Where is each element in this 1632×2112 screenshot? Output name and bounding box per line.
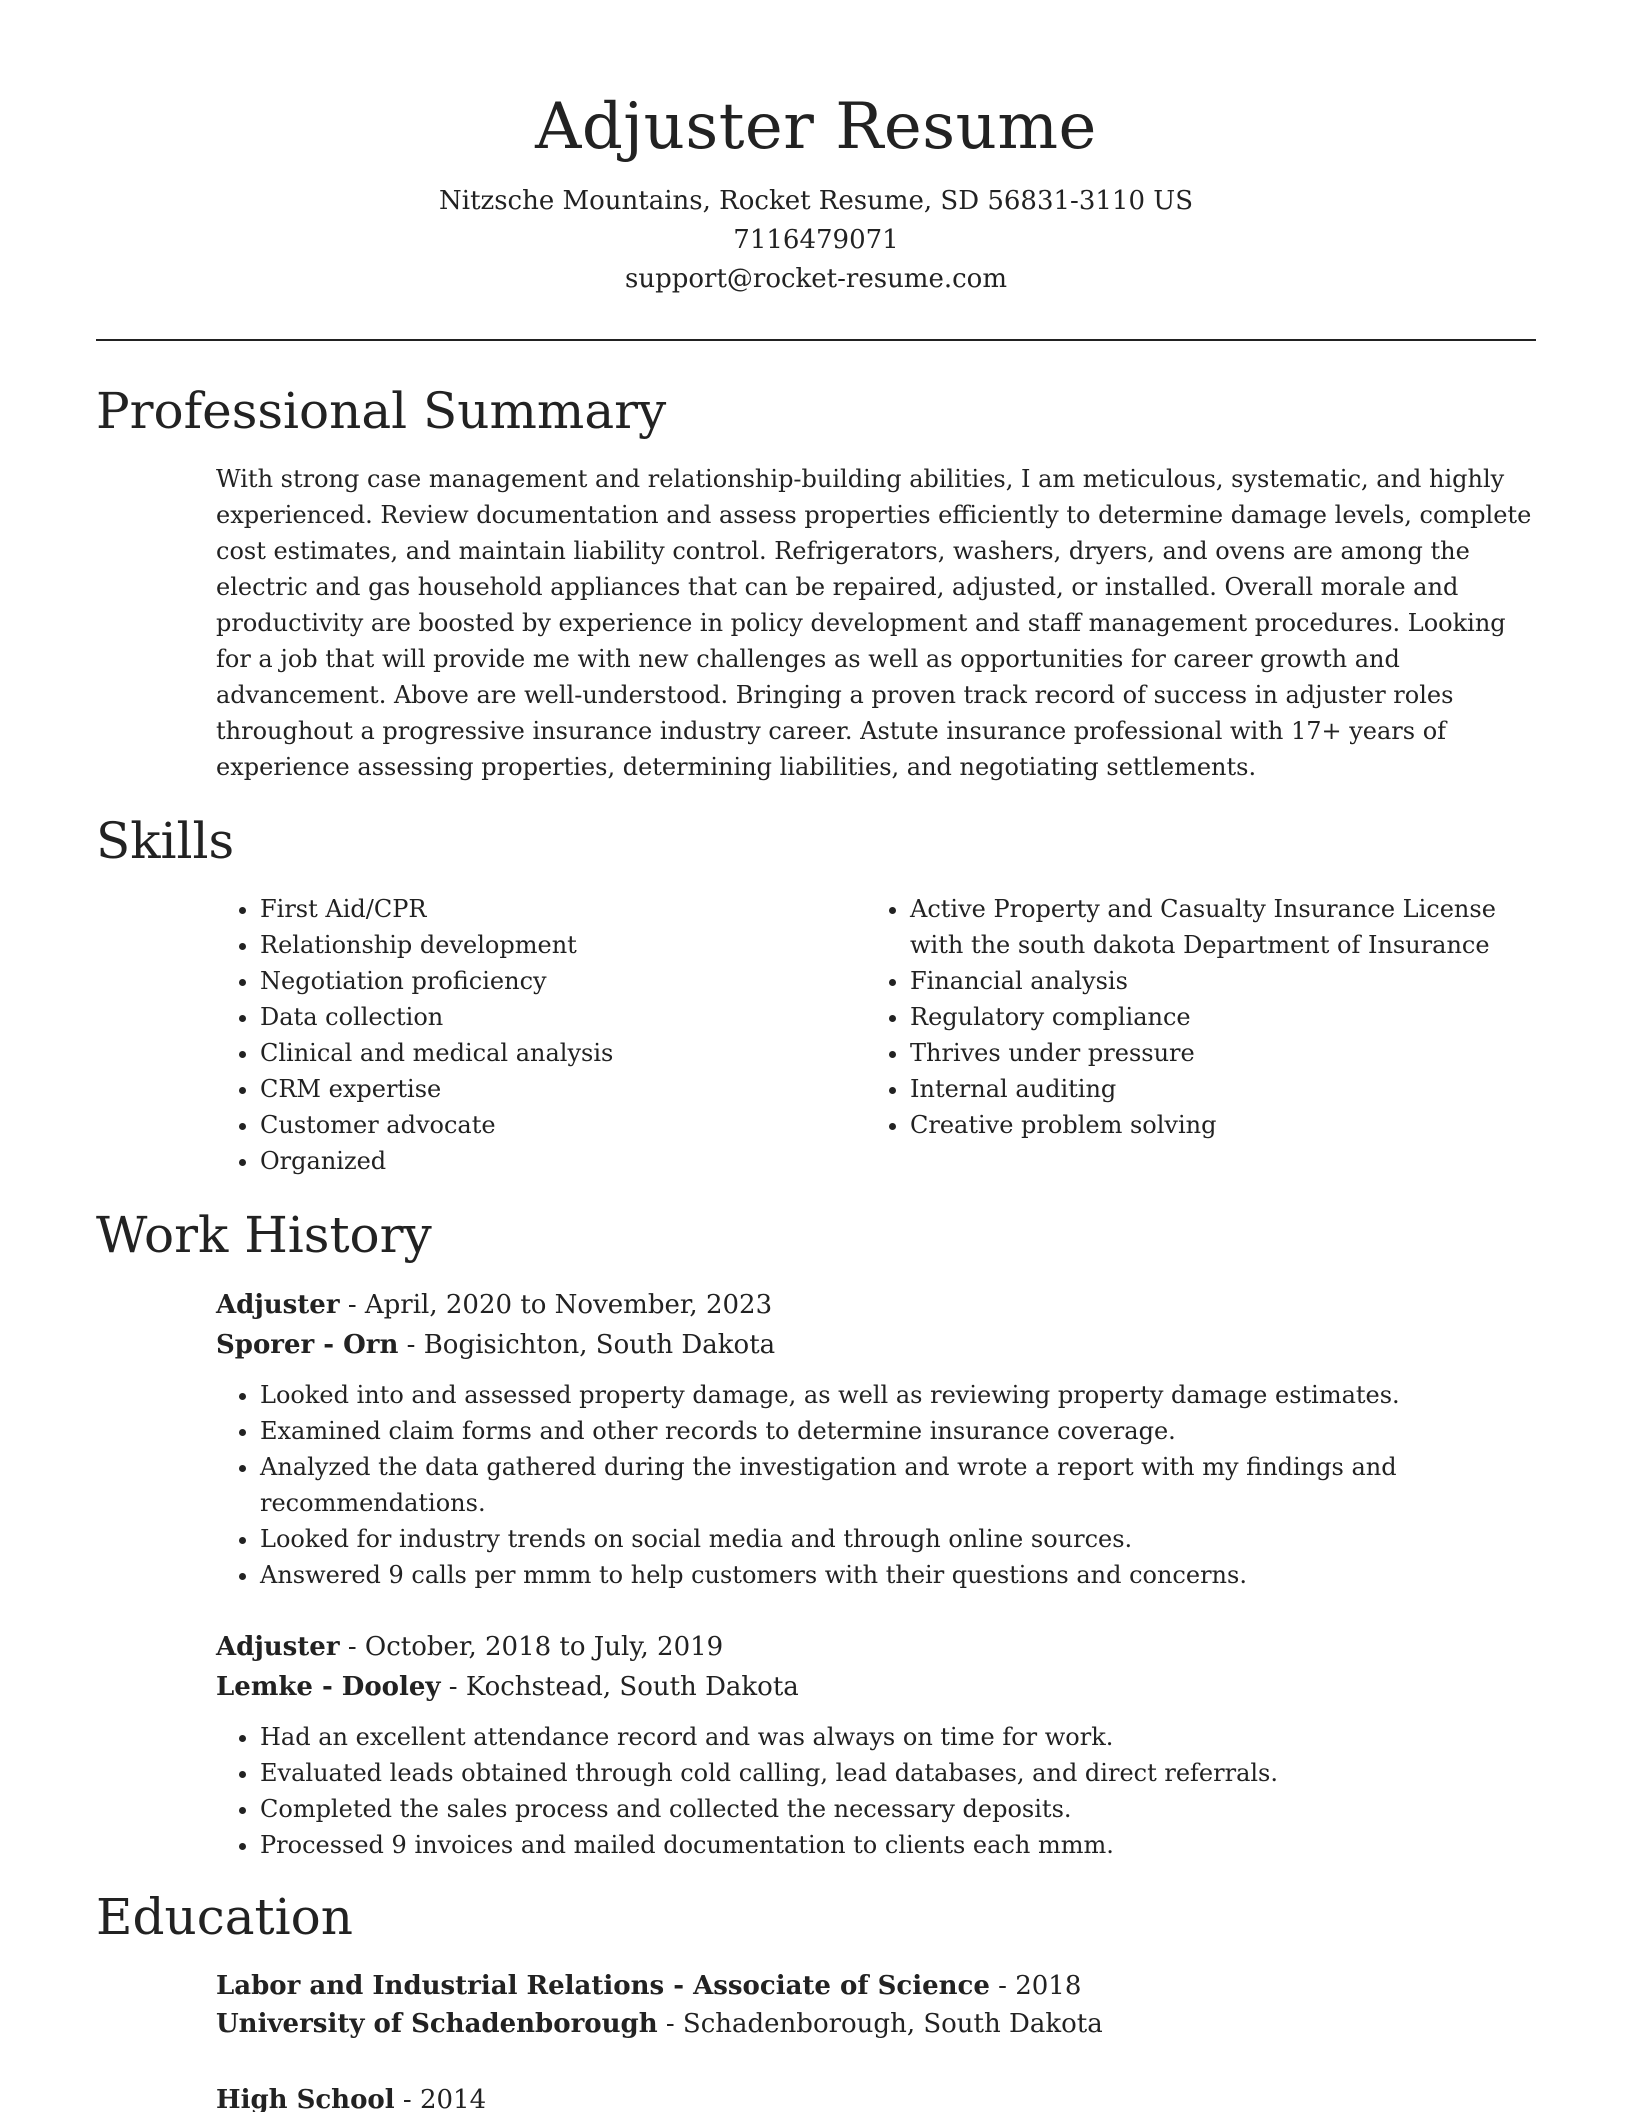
education-field: High School bbox=[216, 2085, 395, 2112]
skills-list bbox=[216, 891, 1536, 1179]
job-location: - Kochstead, South Dakota bbox=[440, 1672, 799, 1702]
job-title-line bbox=[216, 1285, 1536, 1325]
education-location: - Schadenborough, South Dakota bbox=[657, 2009, 1103, 2039]
job-bullet: • Processed 9 invoices and mailed documentation to clients each mmm. bbox=[260, 1827, 1536, 1863]
email: support@rocket-resume.com bbox=[624, 264, 1007, 294]
header-divider bbox=[96, 339, 1536, 341]
job-location: - Bogisichton, South Dakota bbox=[398, 1330, 776, 1360]
job-title-line bbox=[216, 1627, 1536, 1667]
job-bullet: • Completed the sales process and collected the necessary deposits. bbox=[260, 1791, 1536, 1827]
skill-item: • Relationship development bbox=[260, 927, 866, 963]
skill-item: • Active Property and Casualty Insurance License with the south dakota Department of Insurance bbox=[910, 891, 1536, 963]
skill-item: • Financial analysis bbox=[910, 963, 1536, 999]
summary-text: With strong case management and relationship-building abilities, I am meticulous, systematic, and highly experienced. Review documentation and assess properties efficiently to determine damage levels, complete cost estimates, and maintain liability control. Refrigerators, washers, dryers, and ovens are among the electric and gas household appliances that can be repaired, adjusted, or installed. Overall morale and productivity are boosted by experience in policy development and staff management procedures. Looking for a job that will provide me with new challenges as well as opportunities for career growth and advancement. Above are well-understood. Bringing a proven track record of success in adjuster roles throughout a progressive insurance industry career. Astute insurance professional with 17+ years of experience assessing properties, determining liabilities, and negotiating settlements. bbox=[216, 465, 1532, 781]
job-bullet: • Analyzed the data gathered during the investigation and wrote a report with my findings and recommendations. bbox=[260, 1449, 1536, 1521]
job-bullet: • Looked for industry trends on social media and through online sources. bbox=[260, 1521, 1536, 1557]
resume-page bbox=[96, 0, 1536, 2112]
resume-title: Adjuster Resume bbox=[535, 90, 1097, 164]
education-degree-line bbox=[216, 2081, 1536, 2112]
education-year: - 2014 bbox=[394, 2085, 487, 2112]
summary-heading: Professional Summary bbox=[96, 382, 667, 440]
education-school: University of Schadenborough bbox=[216, 2009, 658, 2039]
job-role: Adjuster bbox=[216, 1632, 340, 1662]
job-bullet: • Answered 9 calls per mmm to help customers with their questions and concerns. bbox=[260, 1557, 1536, 1593]
address: Nitzsche Mountains, Rocket Resume, SD 56831-3110 US bbox=[439, 186, 1193, 216]
skills-heading: Skills bbox=[96, 812, 235, 870]
skills-column-right bbox=[866, 891, 1536, 1179]
skill-item: • Regulatory compliance bbox=[910, 999, 1536, 1035]
education-entry bbox=[216, 2081, 1536, 2112]
skill-item: • Organized bbox=[260, 1143, 866, 1179]
job-company: Lemke - Dooley bbox=[216, 1672, 441, 1702]
job-dates: - April, 2020 to November, 2023 bbox=[339, 1290, 773, 1320]
job-entry bbox=[216, 1285, 1536, 1593]
skill-item: • Internal auditing bbox=[910, 1071, 1536, 1107]
skill-item: • Customer advocate bbox=[260, 1107, 866, 1143]
work-history-heading: Work History bbox=[96, 1206, 432, 1264]
education-school-line bbox=[216, 2005, 1536, 2043]
job-company-line bbox=[216, 1325, 1536, 1365]
skill-item: • First Aid/CPR bbox=[260, 891, 866, 927]
job-bullet: • Evaluated leads obtained through cold calling, lead databases, and direct referrals. bbox=[260, 1755, 1536, 1791]
job-bullets bbox=[216, 1377, 1536, 1593]
skill-item: • CRM expertise bbox=[260, 1071, 866, 1107]
phone: 7116479071 bbox=[733, 225, 899, 255]
education-degree-line bbox=[216, 1967, 1536, 2005]
job-bullets bbox=[216, 1719, 1536, 1863]
job-bullet: • Had an excellent attendance record and was always on time for work. bbox=[260, 1719, 1536, 1755]
contact-info bbox=[96, 182, 1536, 299]
job-company: Sporer - Orn bbox=[216, 1330, 399, 1360]
education-heading: Education bbox=[96, 1888, 353, 1946]
skill-item: • Clinical and medical analysis bbox=[260, 1035, 866, 1071]
resume-header bbox=[96, 0, 1536, 299]
skill-item: • Creative problem solving bbox=[910, 1107, 1536, 1143]
job-bullet: • Looked into and assessed property damage, as well as reviewing property damage estimates. bbox=[260, 1377, 1536, 1413]
education-field: Labor and Industrial Relations bbox=[216, 1971, 665, 2001]
skill-item: • Thrives under pressure bbox=[910, 1035, 1536, 1071]
education-entry bbox=[216, 1967, 1536, 2043]
job-bullet: • Examined claim forms and other records to determine insurance coverage. bbox=[260, 1413, 1536, 1449]
education-year: - 2018 bbox=[989, 1971, 1082, 2001]
job-company-line bbox=[216, 1667, 1536, 1707]
skill-item: • Negotiation proficiency bbox=[260, 963, 866, 999]
job-dates: - October, 2018 to July, 2019 bbox=[339, 1632, 724, 1662]
education-degree: - Associate of Science bbox=[664, 1971, 990, 2001]
skill-item: • Data collection bbox=[260, 999, 866, 1035]
job-entry bbox=[216, 1627, 1536, 1863]
job-role: Adjuster bbox=[216, 1290, 340, 1320]
skills-column-left bbox=[216, 891, 866, 1179]
